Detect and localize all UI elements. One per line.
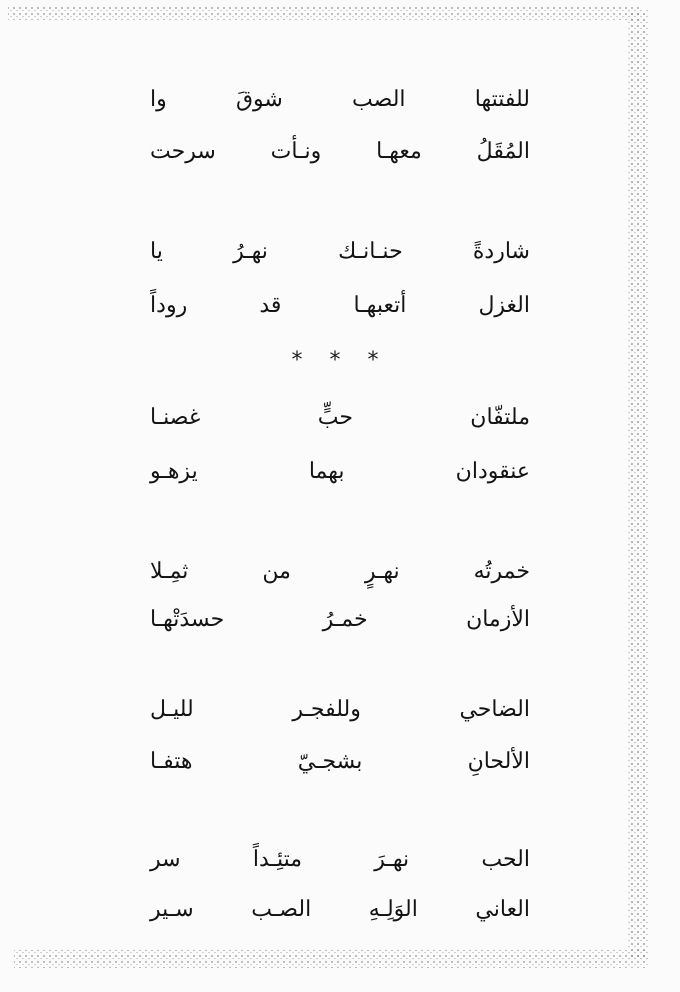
word: غصنـا: [150, 405, 201, 430]
word: الوَلِـهِ: [368, 897, 418, 922]
word: شوقَ: [235, 87, 283, 112]
word: وا: [150, 87, 167, 112]
word: هتفـا: [150, 749, 193, 774]
word: وللفجـر: [292, 697, 361, 722]
word: الصـب: [251, 897, 312, 922]
word: من: [262, 559, 291, 584]
word: يزهـو: [150, 459, 198, 484]
word: خمـرُ: [322, 607, 368, 632]
word: الألحانِ: [467, 749, 530, 774]
word: ملتفّان: [470, 405, 530, 430]
word: حسدَتْهـا: [150, 607, 225, 632]
verse-line: [150, 398, 530, 438]
word: نهـرَ: [374, 847, 410, 872]
word: روداً: [150, 293, 188, 318]
word: متئِـداً: [252, 847, 303, 872]
verse-line: [150, 600, 530, 640]
verse-line: [150, 232, 530, 272]
word: بشجـيّ: [297, 749, 363, 774]
word: نهـرُ: [233, 239, 268, 264]
word: يا: [150, 239, 163, 264]
word: العاني: [475, 897, 530, 922]
verse-line: [150, 286, 530, 326]
word: معهـا: [376, 139, 422, 164]
stanza-separator: * * *: [291, 348, 389, 373]
word: بهما: [308, 459, 345, 484]
word: أتعبهـا: [353, 293, 407, 318]
word: سرحت: [150, 139, 216, 164]
word: الحب: [481, 847, 530, 872]
verse-line: [150, 690, 530, 730]
word: سـير: [150, 897, 194, 922]
verse-line: [150, 552, 530, 592]
word: خمرتُه: [473, 559, 530, 584]
word: ونـأت: [270, 139, 322, 164]
word: نهـرٍ: [364, 559, 400, 584]
word: الغزل: [478, 293, 530, 318]
verse-line: [150, 80, 530, 120]
word: لليـل: [150, 697, 194, 722]
word: للفتتها: [474, 87, 530, 112]
verse-line: [150, 132, 530, 172]
verse-line: [150, 742, 530, 782]
word: الصب: [352, 87, 406, 112]
word: الأزمان: [466, 607, 530, 632]
word: شاردةً: [472, 239, 530, 264]
word: حبٍّ: [317, 405, 353, 430]
word: سر: [150, 847, 181, 872]
verse-line: [150, 840, 530, 880]
word: المُقَلُ: [476, 139, 530, 164]
word: قد: [259, 293, 282, 318]
word: ثمِـلا: [150, 559, 189, 584]
verse-line: [150, 890, 530, 930]
word: حنـانـك: [338, 239, 403, 264]
word: عنقودان: [455, 459, 530, 484]
word: الضاحي: [459, 697, 530, 722]
verse-line: [150, 452, 530, 492]
